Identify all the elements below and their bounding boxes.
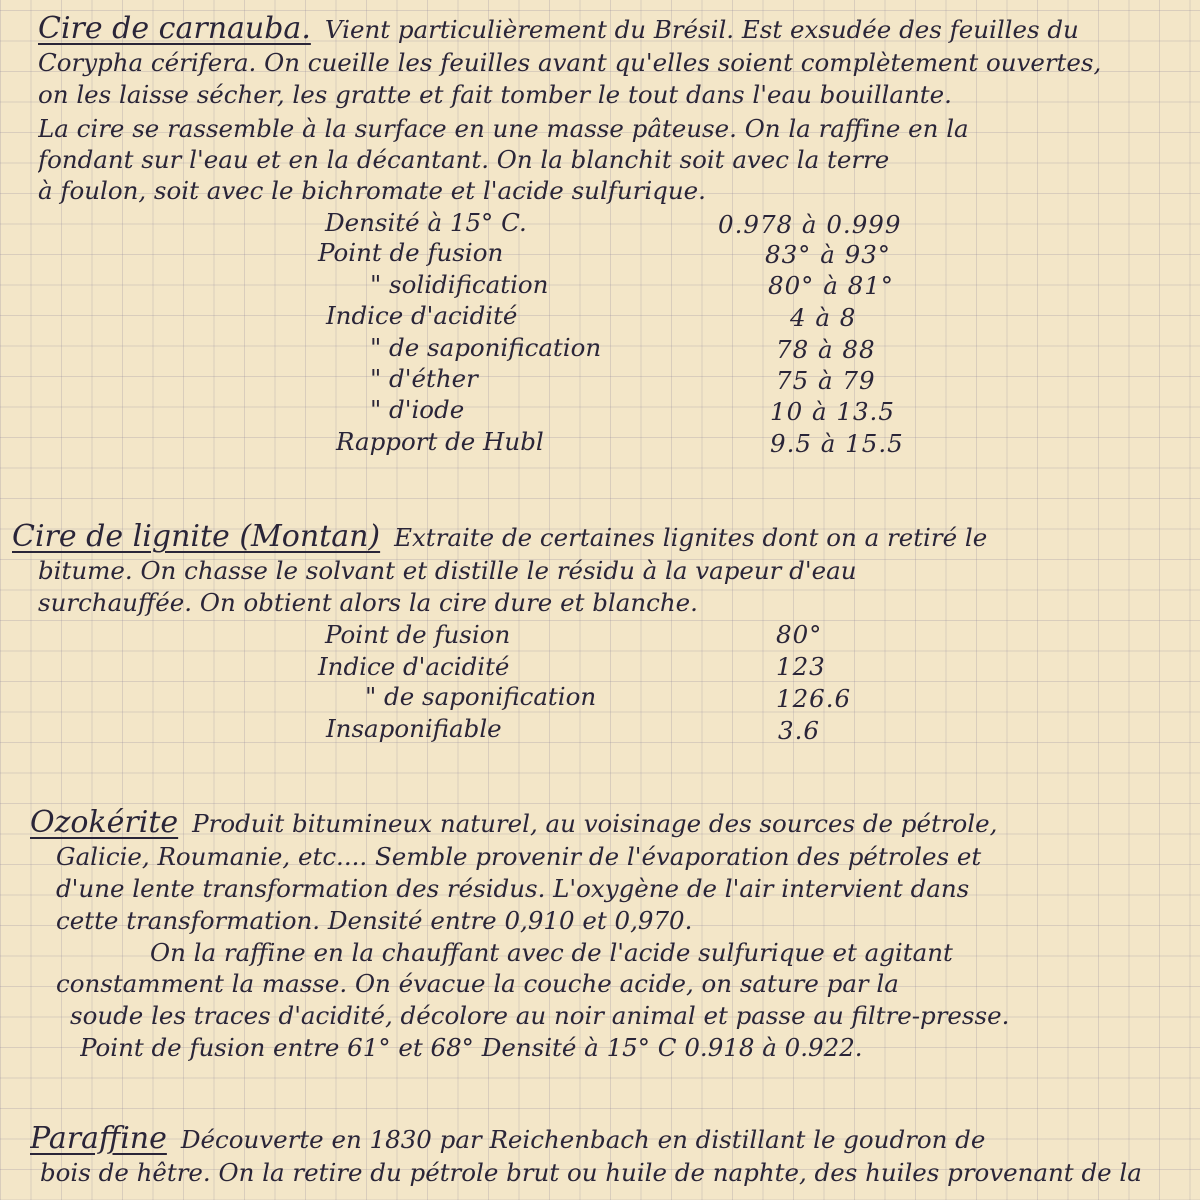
lignite-prop-label: Indice d'acidité [318,652,510,681]
carnauba-text-4: fondant sur l'eau et en la décantant. On la blanchit soit avec la terre [38,145,890,174]
paraffine-heading: Paraffine [30,1124,167,1155]
ozokerite-intro-line [30,808,1190,839]
carnauba-prop-value: 78 à 88 [776,335,876,364]
carnauba-prop-label: Point de fusion [318,238,504,267]
lignite-intro-line [12,522,1172,553]
ozokerite-text-5: constamment la masse. On évacue la couche acide, on sature par la [56,969,899,998]
carnauba-prop-value: 75 à 79 [776,366,876,395]
carnauba-prop-label: Densité à 15° C. [325,208,527,237]
ozokerite-text-6: soude les traces d'acidité, décolore au noir animal et passe au filtre-presse. [70,1001,1010,1030]
carnauba-text-1: Corypha cérifera. On cueille les feuilles avant qu'elles soient complètement ouvertes, [38,48,1102,77]
lignite-prop-value: 80° [776,620,823,649]
ozokerite-heading: Ozokérite [30,808,179,839]
lignite-prop-value: 3.6 [778,716,820,745]
carnauba-heading: Cire de carnauba. [38,14,311,45]
carnauba-text-5: à foulon, soit avec le bichromate et l'acide sulfurique. [38,176,706,205]
carnauba-prop-label: " d'iode [370,395,465,424]
lignite-heading: Cire de lignite (Montan) [12,522,381,553]
paraffine-intro-line [30,1124,1190,1155]
ozokerite-text-4: On la raffine en la chauffant avec de l'acide sulfurique et agitant [150,938,953,967]
carnauba-prop-value: 83° à 93° [765,240,892,269]
carnauba-prop-label: " solidification [370,270,549,299]
lignite-prop-label: " de saponification [365,682,597,711]
carnauba-prop-label: " de saponification [370,333,602,362]
carnauba-text-2: on les laisse sécher, les gratte et fait tomber le tout dans l'eau bouillante. [38,80,952,109]
carnauba-prop-label: Rapport de Hubl [336,427,544,456]
lignite-prop-label: Point de fusion [325,620,511,649]
carnauba-text-0: Vient particulièrement du Brésil. Est exsudée des feuilles du [324,15,1079,44]
ozokerite-text-3: cette transformation. Densité entre 0,910 et 0,970. [56,906,693,935]
lignite-prop-value: 123 [776,652,826,681]
paraffine-text-0: Découverte en 1830 par Reichenbach en distillant le goudron de [180,1125,986,1154]
lignite-text-1: bitume. On chasse le solvant et distille le résidu à la vapeur d'eau [38,556,857,585]
carnauba-text-3: La cire se rassemble à la surface en une masse pâteuse. On la raffine en la [38,114,969,143]
paraffine-text-1: bois de hêtre. On la retire du pétrole brut ou huile de naphte, des huiles provenant de la [40,1158,1142,1187]
carnauba-prop-value: 80° à 81° [768,271,895,300]
carnauba-intro-line [38,14,1198,45]
carnauba-prop-label: " d'éther [370,364,478,393]
carnauba-prop-value: 9.5 à 15.5 [770,429,904,458]
lignite-text-0: Extraite de certaines lignites dont on a retiré le [394,523,988,552]
ozokerite-text-2: d'une lente transformation des résidus. L'oxygène de l'air intervient dans [56,874,970,903]
lignite-prop-value: 126.6 [776,684,852,713]
ozokerite-text-1: Galicie, Roumanie, etc.... Semble provenir de l'évaporation des pétroles et [56,842,982,871]
lignite-prop-label: Insaponifiable [326,714,502,743]
carnauba-prop-value: 10 à 13.5 [770,397,895,426]
carnauba-prop-value: 4 à 8 [790,303,857,332]
lignite-text-2: surchauffée. On obtient alors la cire dure et blanche. [38,588,698,617]
ozokerite-text-0: Produit bitumineux naturel, au voisinage des sources de pétrole, [192,809,998,838]
ozokerite-text-7: Point de fusion entre 61° et 68° Densité à 15° C 0.918 à 0.922. [80,1033,863,1062]
carnauba-prop-label: Indice d'acidité [326,301,518,330]
carnauba-prop-value: 0.978 à 0.999 [718,210,902,239]
